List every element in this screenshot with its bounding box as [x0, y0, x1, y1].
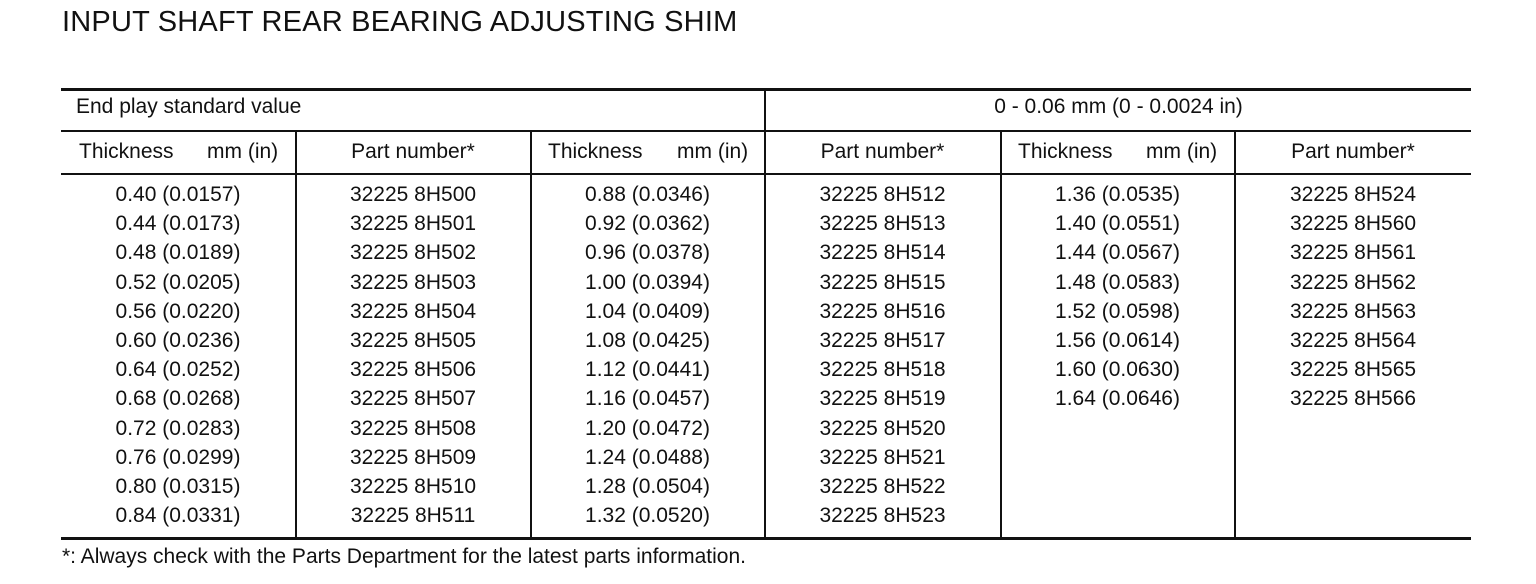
- thickness-cell: 1.32 (0.0520): [585, 504, 710, 528]
- thickness-cell: 0.88 (0.0346): [585, 183, 710, 206]
- thickness-cell: 0.40 (0.0157): [115, 183, 241, 206]
- thickness-cell: 0.56 (0.0220): [115, 299, 241, 323]
- thickness-cell: 1.48 (0.0583): [1055, 270, 1180, 294]
- thickness-cell: 0.52 (0.0205): [115, 270, 241, 294]
- thickness-cell: 0.84 (0.0331): [115, 504, 241, 528]
- thickness-column: [1001, 180, 1234, 414]
- part-number-cell: 32225 8H508: [349, 416, 477, 440]
- thickness-header-label: Thickness: [548, 140, 643, 163]
- thickness-cell: 0.72 (0.0283): [115, 416, 241, 440]
- part-number-cell: 32225 8H523: [819, 504, 946, 528]
- part-number-cell: 32225 8H511: [350, 504, 476, 528]
- part-number-column: [1235, 180, 1471, 414]
- thickness-cell: 1.40 (0.0551): [1055, 212, 1180, 236]
- part-number-cell: 32225 8H509: [349, 445, 477, 469]
- table-row-divider: [61, 130, 1471, 132]
- part-number-cell: 32225 8H504: [349, 299, 477, 323]
- thickness-cell: 0.44 (0.0173): [115, 212, 241, 236]
- part-number-cell: 32225 8H520: [819, 416, 946, 440]
- part-number-cell: 32225 8H501: [349, 212, 477, 236]
- part-number-cell: 32225 8H505: [349, 329, 477, 353]
- part-number-cell: 32225 8H512: [819, 183, 946, 206]
- part-number-cell: 32225 8H518: [819, 358, 946, 382]
- part-number-cell: 32225 8H506: [349, 358, 477, 382]
- table-top-rule: [61, 88, 1471, 91]
- part-number-cell: 32225 8H517: [819, 329, 946, 353]
- part-number-cell: 32225 8H510: [349, 475, 477, 499]
- part-number-header: Part number*: [820, 140, 945, 163]
- thickness-cell: 1.60 (0.0630): [1055, 358, 1180, 382]
- page-title: INPUT SHAFT REAR BEARING ADJUSTING SHIM: [62, 6, 738, 38]
- part-number-cell: 32225 8H564: [1289, 329, 1417, 353]
- thickness-column: [61, 180, 295, 530]
- part-number-cell: 32225 8H560: [1289, 212, 1417, 236]
- thickness-header-unit: mm (in): [677, 140, 749, 163]
- part-number-cell: 32225 8H502: [349, 241, 477, 265]
- part-number-cell: 32225 8H507: [349, 387, 477, 411]
- thickness-column: [531, 180, 764, 530]
- thickness-cell: 1.08 (0.0425): [585, 329, 710, 353]
- thickness-cell: 1.04 (0.0409): [585, 299, 710, 323]
- thickness-header-label: Thickness: [79, 140, 174, 163]
- thickness-cell: 0.68 (0.0268): [115, 387, 241, 411]
- thickness-cell: 0.76 (0.0299): [115, 445, 241, 469]
- part-number-cell: 32225 8H524: [1289, 183, 1417, 206]
- part-number-cell: 32225 8H516: [819, 299, 946, 323]
- part-number-cell: 32225 8H522: [819, 475, 946, 499]
- part-number-column: [765, 180, 1000, 530]
- thickness-cell: 0.80 (0.0315): [115, 475, 241, 499]
- footnote: *: Always check with the Parts Department for the latest parts information.: [62, 545, 746, 568]
- part-number-column: [296, 180, 530, 530]
- thickness-cell: 0.96 (0.0378): [585, 241, 710, 265]
- part-number-cell: 32225 8H566: [1289, 387, 1417, 411]
- thickness-cell: 0.48 (0.0189): [115, 241, 241, 265]
- thickness-cell: 1.24 (0.0488): [585, 445, 710, 469]
- part-number-cell: 32225 8H503: [349, 270, 477, 294]
- thickness-cell: 0.92 (0.0362): [585, 212, 710, 236]
- part-number-cell: 32225 8H513: [819, 212, 946, 236]
- thickness-cell: 0.64 (0.0252): [115, 358, 241, 382]
- thickness-cell: 1.28 (0.0504): [585, 475, 710, 499]
- thickness-cell: 1.52 (0.0598): [1055, 299, 1180, 323]
- part-number-header: Part number*: [1291, 140, 1415, 163]
- end-play-value: 0 - 0.06 mm (0 - 0.0024 in): [994, 95, 1243, 118]
- part-number-header: Part number*: [351, 140, 475, 163]
- part-number-cell: 32225 8H515: [819, 270, 946, 294]
- part-number-cell: 32225 8H563: [1289, 299, 1417, 323]
- part-number-cell: 32225 8H561: [1289, 241, 1417, 265]
- thickness-cell: 1.12 (0.0441): [585, 358, 710, 382]
- thickness-cell: 0.60 (0.0236): [115, 329, 241, 353]
- thickness-header-unit: mm (in): [207, 140, 279, 163]
- thickness-cell: 1.00 (0.0394): [585, 270, 710, 294]
- part-number-cell: 32225 8H562: [1289, 270, 1417, 294]
- part-number-cell: 32225 8H500: [349, 183, 477, 206]
- thickness-cell: 1.56 (0.0614): [1055, 329, 1180, 353]
- part-number-cell: 32225 8H514: [819, 241, 946, 265]
- thickness-cell: 1.20 (0.0472): [585, 416, 710, 440]
- part-number-cell: 32225 8H565: [1289, 358, 1417, 382]
- part-number-cell: 32225 8H521: [819, 445, 946, 469]
- part-number-cell: 32225 8H519: [819, 387, 946, 411]
- thickness-cell: 1.16 (0.0457): [585, 387, 710, 411]
- thickness-cell: 1.64 (0.0646): [1055, 387, 1180, 411]
- thickness-cell: 1.36 (0.0535): [1055, 183, 1180, 206]
- end-play-label: End play standard value: [76, 95, 302, 118]
- thickness-header-unit: mm (in): [1146, 140, 1218, 163]
- table-header-divider: [61, 173, 1471, 175]
- thickness-cell: 1.44 (0.0567): [1055, 241, 1180, 265]
- thickness-header-label: Thickness: [1018, 140, 1113, 163]
- table-bottom-rule: [61, 537, 1471, 540]
